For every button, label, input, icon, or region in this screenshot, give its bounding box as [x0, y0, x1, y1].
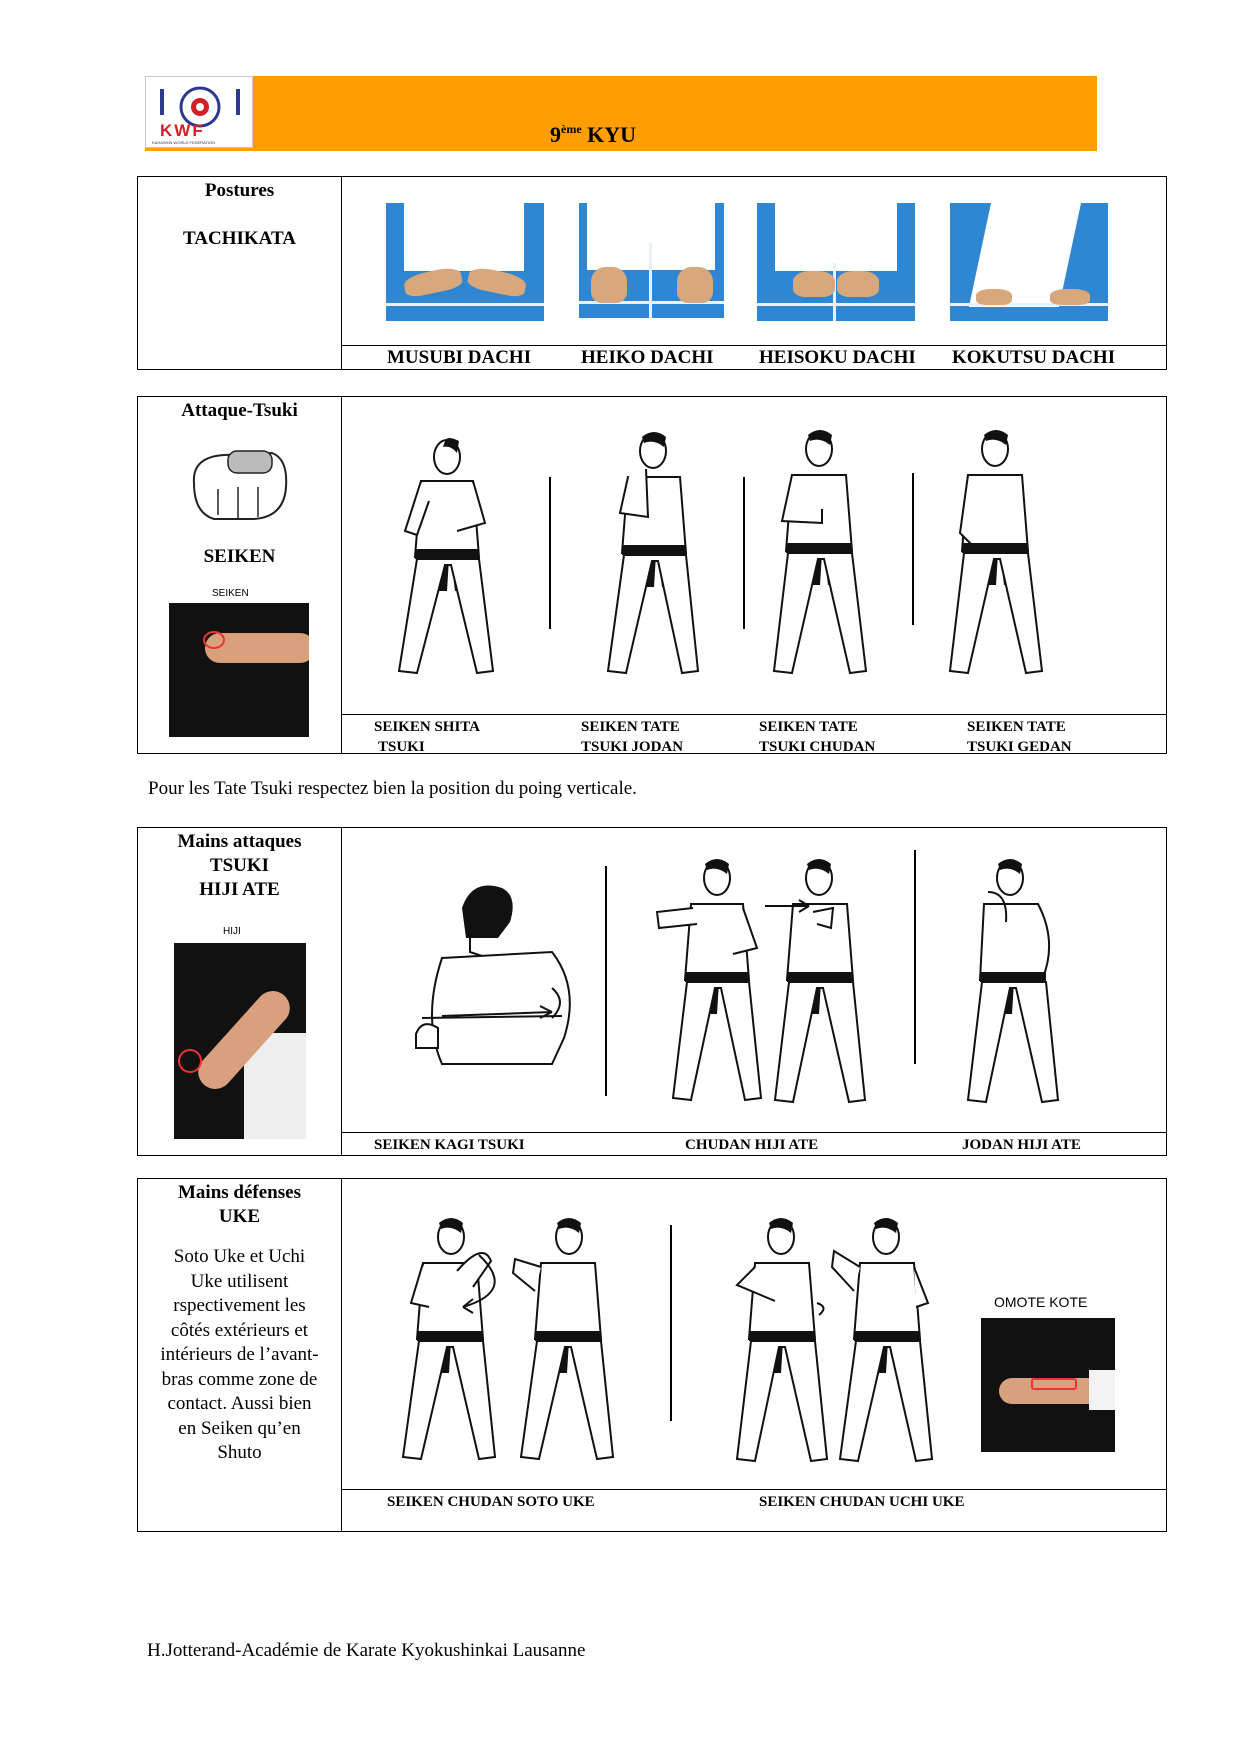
- soto-uke-figure-b: [511, 1211, 621, 1469]
- caption-musubi-dachi: MUSUBI DACHI: [387, 347, 532, 368]
- tate-tsuki-note: Pour les Tate Tsuki respectez bien la position du poing verticale.: [148, 778, 637, 799]
- hiji-photo-label: HIJI: [223, 926, 241, 937]
- heisoku-dachi-photo: [757, 203, 915, 321]
- seiken-photo: [169, 603, 309, 737]
- footer-credit: H.Jotterand-Académie de Karate Kyokushinkai Lausanne: [147, 1640, 586, 1661]
- mains-defenses-heading-cell: [138, 1179, 342, 1531]
- tachikata-heading: TACHIKATA: [183, 228, 296, 249]
- uchi-uke-figure-a: [729, 1211, 839, 1471]
- caption-seiken-shita-tsuki: SEIKEN SHITA TSUKI: [374, 719, 481, 755]
- caption-seiken-chudan-soto-uke: SEIKEN CHUDAN SOTO UKE: [387, 1494, 595, 1510]
- postures-section: [137, 176, 1167, 370]
- caption-seiken-tate-tsuki-chudan: SEIKEN TATE TSUKI CHUDAN: [759, 719, 876, 755]
- fist-icon: [184, 443, 296, 527]
- seiken-tate-tsuki-chudan-figure: [764, 423, 874, 685]
- mains-attaques-heading: Mains attaques: [177, 831, 302, 852]
- chudan-hiji-ate-figure-a: [653, 852, 771, 1114]
- caption-seiken-kagi-tsuki: SEIKEN KAGI TSUKI: [374, 1137, 525, 1153]
- seiken-tate-tsuki-jodan-figure: [598, 425, 708, 685]
- mains-attaques-heading-cell: [138, 828, 342, 1155]
- chudan-hiji-ate-figure-b: [763, 852, 881, 1114]
- caption-seiken-tate-tsuki-jodan: SEIKEN TATE TSUKI JODAN: [581, 719, 684, 755]
- caption-seiken-tate-tsuki-gedan: SEIKEN TATE TSUKI GEDAN: [967, 719, 1072, 755]
- omote-kote-photo: [981, 1318, 1115, 1452]
- caption-heisoku-dachi: HEISOKU DACHI: [759, 347, 916, 368]
- postures-heading-cell: [138, 177, 342, 369]
- mains-defenses-heading: Mains défenses: [178, 1182, 301, 1203]
- hiji-photo: [174, 943, 306, 1139]
- musubi-dachi-photo: [386, 203, 544, 321]
- caption-heiko-dachi: HEIKO DACHI: [581, 347, 714, 368]
- seiken-kagi-tsuki-figure: [402, 878, 592, 1068]
- hiji-ate-heading: HIJI ATE: [199, 879, 280, 900]
- heiko-dachi-photo: [579, 203, 724, 318]
- caption-kokutsu-dachi: KOKUTSU DACHI: [952, 347, 1116, 368]
- attaque-heading-cell: [138, 397, 342, 753]
- postures-heading: Postures: [204, 180, 275, 201]
- page-title: 9ème KYU: [550, 122, 637, 147]
- caption-chudan-hiji-ate: CHUDAN HIJI ATE: [685, 1137, 819, 1153]
- caption-seiken-chudan-uchi-uke: SEIKEN CHUDAN UCHI UKE: [759, 1494, 965, 1510]
- seiken-photo-label: SEIKEN: [212, 588, 249, 599]
- seiken-shita-tsuki-figure: [387, 431, 507, 686]
- header-banner: [145, 76, 1097, 151]
- omote-kote-label: OMOTE KOTE: [994, 1294, 1088, 1310]
- kwf-logo: [145, 76, 253, 148]
- caption-jodan-hiji-ate: JODAN HIJI ATE: [962, 1137, 1081, 1153]
- seiken-tate-tsuki-gedan-figure: [940, 423, 1050, 685]
- kokutsu-dachi-photo: [950, 203, 1108, 321]
- seiken-label: SEIKEN: [203, 546, 276, 567]
- uchi-uke-figure-b: [830, 1211, 942, 1471]
- jodan-hiji-ate-figure: [958, 852, 1068, 1114]
- mains-defenses-section: [137, 1178, 1167, 1532]
- soto-uke-figure-a: [393, 1211, 509, 1469]
- mains-attaques-section: [137, 827, 1167, 1156]
- logo-text: KWF: [160, 121, 205, 140]
- attaque-tsuki-heading: Attaque-Tsuki: [181, 400, 298, 421]
- uke-heading: UKE: [218, 1206, 261, 1227]
- attaque-tsuki-section: [137, 396, 1167, 754]
- tsuki-heading: TSUKI: [209, 855, 270, 876]
- logo-subtitle: KAHASHIN WORLD FEDERATION: [152, 140, 216, 145]
- uke-explanation: Soto Uke et Uchi Uke utilisent rspectivement les côtés extérieurs et intérieurs de l’avant- bras comme zone de contact. Aussi bien en Seiken qu’en Shuto: [160, 1246, 319, 1463]
